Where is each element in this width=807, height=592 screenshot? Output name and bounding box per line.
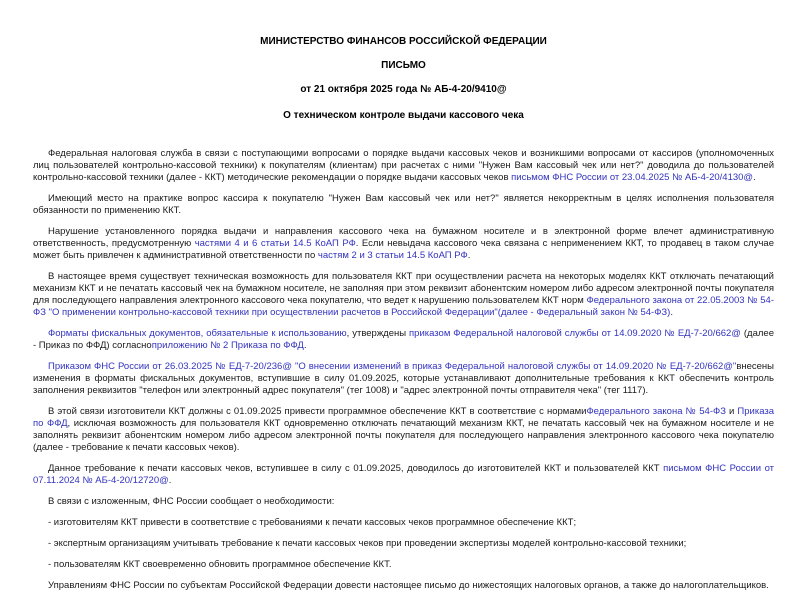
paragraph: [33, 406, 774, 454]
paragraph-text: внесены изменения в форматы фискальных документов, вступившие в силу 01.09.2025, которые устанавливают дополнительные требования к ККТ обеспечить контроль заполнения реквизитов "телефон или электронный адрес покупателя" (тег 1008) и "адрес электронной почты отправителя чека" (тег 1117).: [33, 361, 774, 396]
paragraph-text: , исключая возможность для пользователя ККТ одновременно отключать печатающий механизм ККТ, не печатать кассовый чек на бумажном носителе и не заполнять реквизит абонентским номером либо адресом электронной почты покупателя для последующего направления электронного кассового чека покупателю (далее - требование к печати кассовых чеков).: [33, 418, 774, 453]
paragraph-text: .: [753, 172, 756, 183]
document-link[interactable]: Федерального закона № 54-ФЗ: [586, 406, 726, 417]
paragraph-text: - пользователям ККТ своевременно обновить программное обеспечение ККТ.: [48, 559, 392, 570]
document-header: [33, 36, 774, 122]
document-body: [33, 148, 774, 592]
document-link[interactable]: письмом ФНС России от 23.04.2025 № АБ-4-20/4130@: [511, 172, 754, 183]
paragraph: [33, 328, 774, 352]
paragraph: [33, 496, 774, 508]
paragraph-text: - изготовителям ККТ привести в соответствие с требованиями к печати кассовых чеков программное обеспечение ККТ;: [48, 517, 577, 528]
paragraph-text: В связи с изложенным, ФНС России сообщает о необходимости:: [48, 496, 335, 507]
paragraph-text: В настоящее время существует техническая возможность для пользователя ККТ при осуществлении расчета на некоторых моделях ККТ отключать печатающий механизм ККТ и не печатать кассовый чек на бумажном носителе, не заполняя при этом реквизит абонентским номером либо адресом электронной почты покупателя для последующего направления электронного кассового чека покупателю, что ведет к нарушению пользователем ККТ норм: [33, 271, 774, 306]
paragraph-text: .: [467, 250, 471, 261]
paragraph-text: , утверждены: [346, 328, 410, 339]
paragraph-text: Имеющий место на практике вопрос кассира к покупателю "Нужен Вам кассовый чек или нет?" является некорректным в целях исполнения пользователя обязанности по применению ККТ.: [33, 193, 774, 216]
paragraph: [33, 361, 774, 397]
document-link[interactable]: Приказом ФНС России от 26.03.2025 № ЕД-7-20/236@ "О внесении изменений в приказ Федеральной налоговой службы от 14.09.2020 № ЕД-7-20/662@": [48, 361, 737, 372]
paragraph: [33, 148, 774, 184]
document-link[interactable]: частями 4 и 6 статьи 14.5 КоАП РФ: [194, 238, 356, 249]
document-link[interactable]: Форматы фискальных документов, обязательные к использованию: [48, 328, 347, 339]
document-link[interactable]: письмом ФНС России от 07.11.2024 № АБ-4-20/12720@: [33, 463, 774, 486]
paragraph-text: . Если невыдача кассового чека связана с неприменением ККТ, то продавец в таком случае может быть привлечен к административной ответственности по: [33, 238, 774, 261]
paragraph: [33, 226, 774, 262]
paragraph-text: Управлениям ФНС России по субъектам Российской Федерации довести настоящее письмо до нижестоящих налоговых органов, а также до налогоплательщиков.: [48, 580, 769, 591]
paragraph-text: .: [303, 340, 307, 351]
paragraph-text: и: [725, 406, 738, 417]
paragraph-text: В этой связи изготовители ККТ должны с 01.09.2025 привести программное обеспечение ККТ в соответствие с нормами: [48, 406, 587, 417]
ministry-title: МИНИСТЕРСТВО ФИНАНСОВ РОССИЙСКОЙ ФЕДЕРАЦИИ: [260, 36, 547, 47]
document-link[interactable]: Приказа по ФФД: [33, 406, 775, 429]
paragraph-text: Федеральная налоговая служба в связи с поступающими вопросами о порядке выдачи кассовых чеков и возникшими вопросами от кассиров (уполномоченных лиц пользователей контрольно-кассовой техники) к покупателям (клиентам) при расчетах с ними "Нужен Вам кассовый чек или нет?" доводила до пользователей контрольно-кассовой техники (далее - ККТ) методические рекомендации о порядке выдачи кассовых чеков: [33, 148, 774, 183]
paragraph: [33, 193, 774, 217]
paragraph: [33, 559, 774, 571]
paragraph-text: Нарушение установленного порядка выдачи и направления кассового чека на бумажном носителе и в электронной форме влечет административную ответственность, предусмотренную: [33, 226, 774, 249]
paragraph-text: .: [670, 307, 673, 318]
doc-subject: О техническом контроле выдачи кассового чека: [283, 110, 524, 121]
document-link[interactable]: Федерального закона от 22.05.2003 № 54-ФЗ "О применении контрольно-кассовой техники при осуществлении расчетов в Российской Федерации"(далее - Федеральный закон № 54-ФЗ): [33, 295, 774, 318]
paragraph-text: (далее - Приказ по ФФД) согласно: [33, 328, 774, 351]
paragraph-text: Данное требование к печати кассовых чеков, вступившее в силу с 01.09.2025, доводилось до изготовителей ККТ и пользователей ККТ: [48, 463, 664, 474]
paragraph: [33, 463, 774, 487]
paragraph: [33, 538, 774, 550]
document-link[interactable]: приказом Федеральной налоговой службы от 14.09.2020 № ЕД-7-20/662@: [409, 328, 741, 339]
document-link[interactable]: приложению № 2 Приказа по ФФД: [151, 340, 304, 351]
doc-date-number: от 21 октября 2025 года № АБ-4-20/9410@: [300, 84, 507, 95]
paragraph-text: - экспертным организациям учитывать требование к печати кассовых чеков при проведении экспертизы моделей контрольно-кассовой техники;: [48, 538, 687, 549]
document-link[interactable]: частям 2 и 3 статьи 14.5 КоАП РФ: [317, 250, 468, 261]
paragraph-text: .: [168, 475, 172, 486]
paragraph: [33, 580, 774, 592]
paragraph: [33, 271, 774, 319]
paragraph: [33, 517, 774, 529]
doc-type-title: ПИСЬМО: [381, 60, 426, 71]
